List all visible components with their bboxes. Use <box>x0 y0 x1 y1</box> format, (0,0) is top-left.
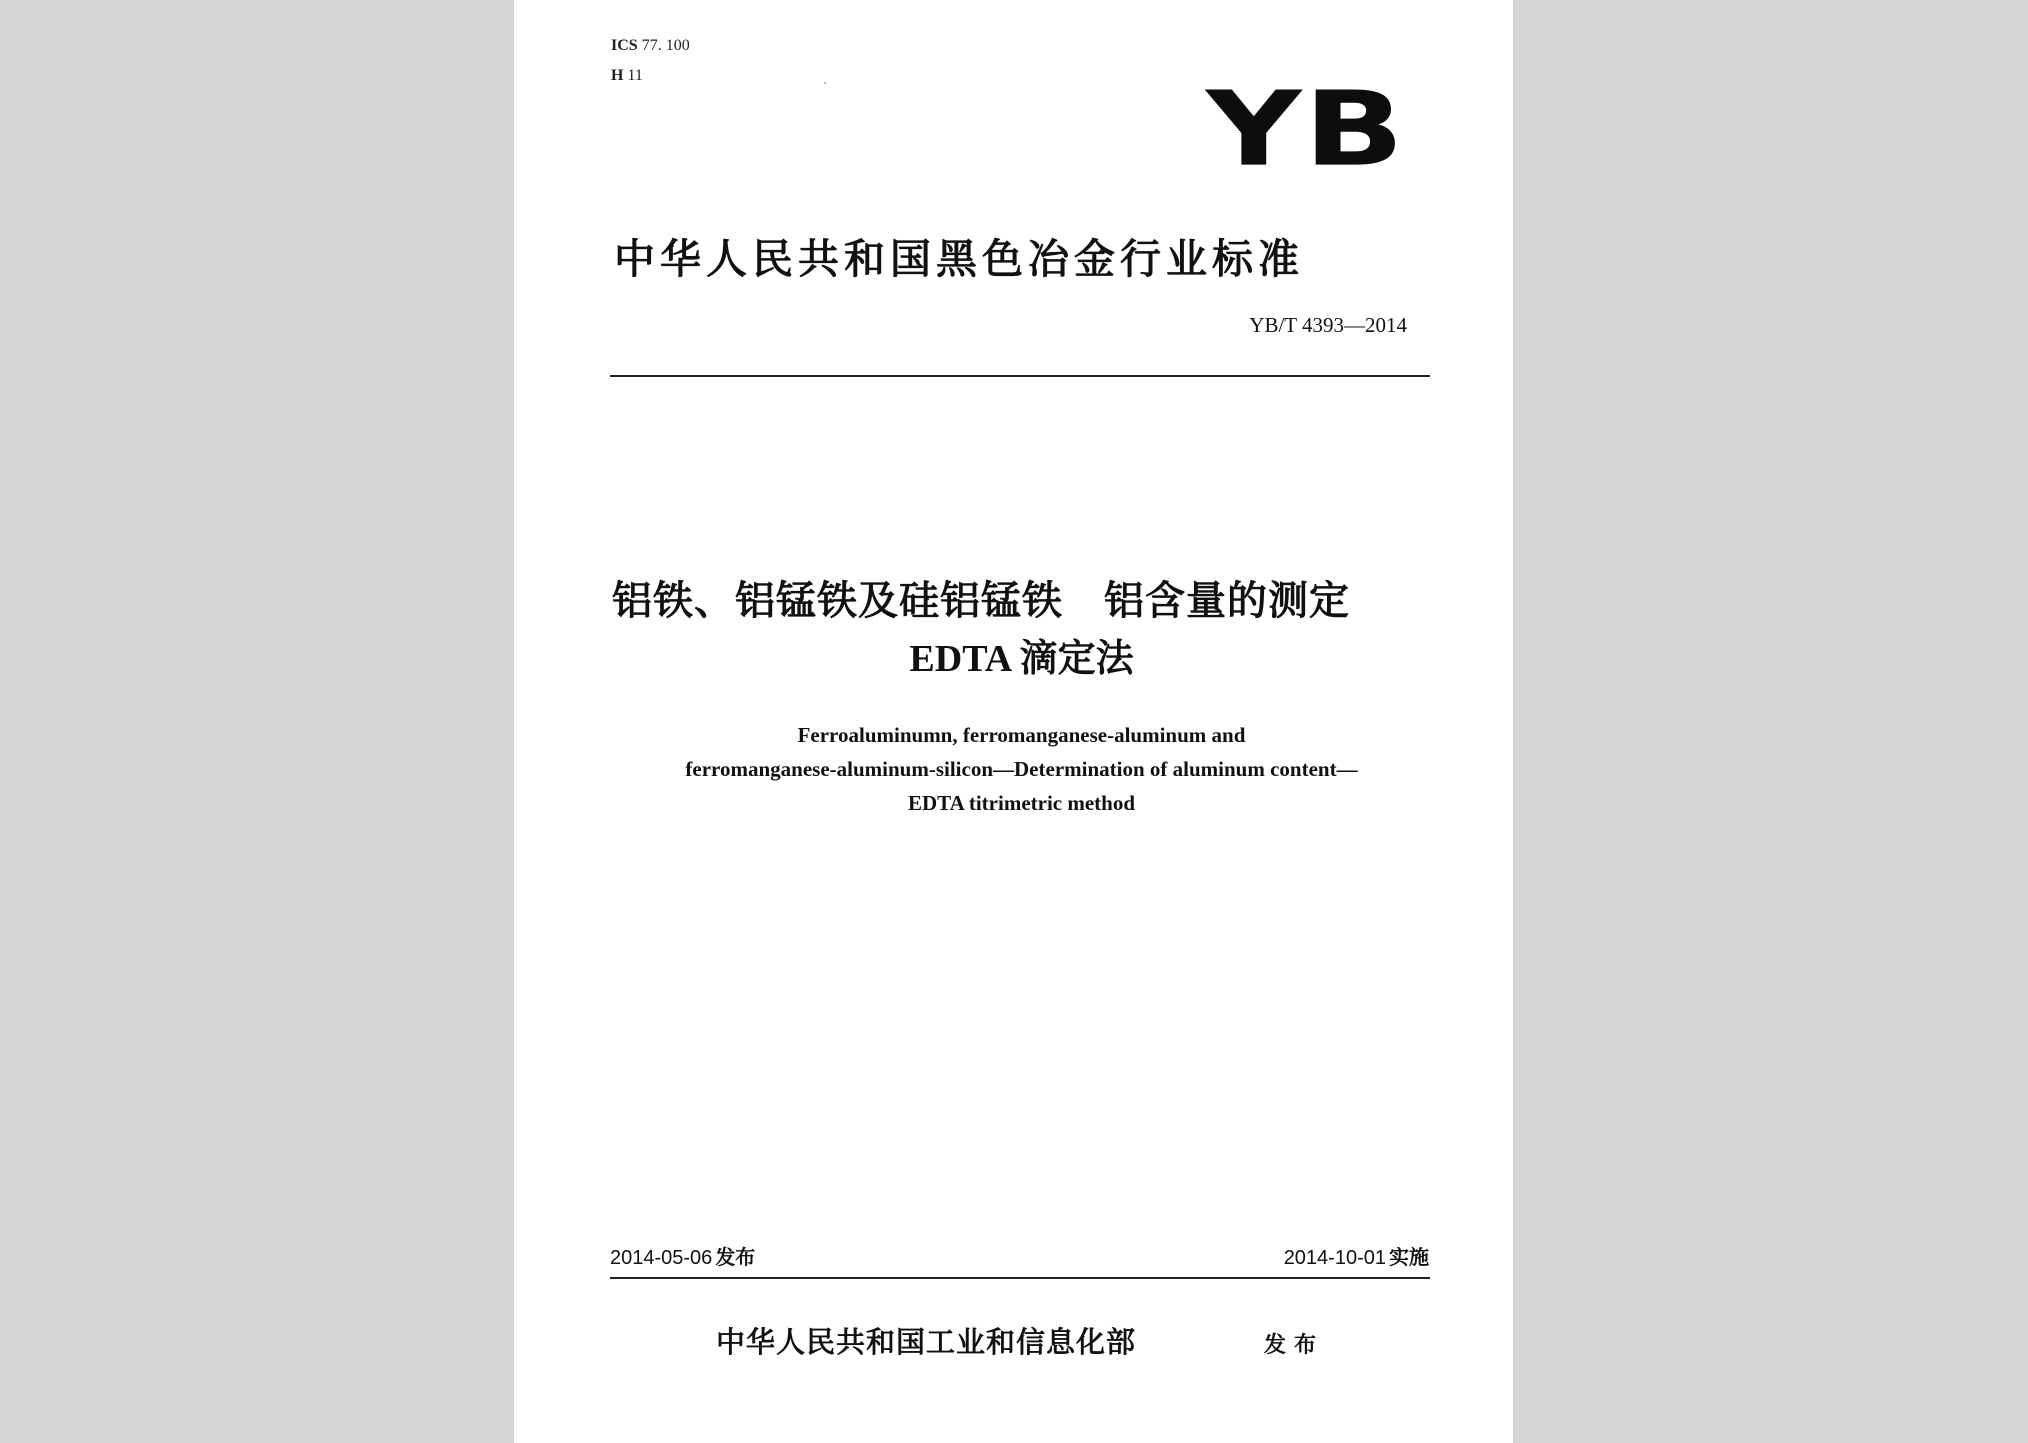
implementation-date-suffix: 实施 <box>1389 1247 1429 1269</box>
ics-code: 77. 100 <box>641 37 690 54</box>
document-page <box>514 0 1513 1443</box>
ccs-code: 11 <box>627 67 643 84</box>
title-cn-line2: EDTA 滴定法 <box>909 638 1134 680</box>
title-en-line1: Ferroaluminumn, ferromanganese-aluminum and <box>797 723 1246 747</box>
bottom-divider <box>610 1277 1430 1279</box>
title-cn-line1: 铝铁、铝锰铁及硅铝锰铁 铝含量的测定 <box>612 578 1350 624</box>
ccs-prefix: H <box>611 67 624 84</box>
yb-logo: YB <box>1206 69 1407 190</box>
publish-word: 发布 <box>1264 1333 1325 1358</box>
title-en-line3: EDTA titrimetric method <box>907 791 1136 815</box>
implementation-date-value: 2014-10-01 <box>1283 1247 1386 1269</box>
scan-speck <box>824 82 826 84</box>
ics-classification <box>611 36 690 56</box>
issue-date-value: 2014-05-06 <box>610 1247 713 1269</box>
issue-date <box>610 1245 755 1271</box>
org-title: 中华人民共和国黑色冶金行业标准 <box>614 235 1304 283</box>
standard-number: YB/T 4393—2014 <box>1249 313 1407 337</box>
top-divider <box>610 375 1430 377</box>
ics-prefix: ICS <box>611 37 638 54</box>
ccs-classification <box>611 66 643 86</box>
issue-date-suffix: 发布 <box>715 1247 756 1269</box>
implementation-date <box>1284 1245 1429 1271</box>
title-en-line2: ferromanganese-aluminum-silicon—Determination of aluminum content— <box>685 757 1358 781</box>
publisher-name: 中华人民共和国工业和信息化部 <box>716 1325 1137 1359</box>
